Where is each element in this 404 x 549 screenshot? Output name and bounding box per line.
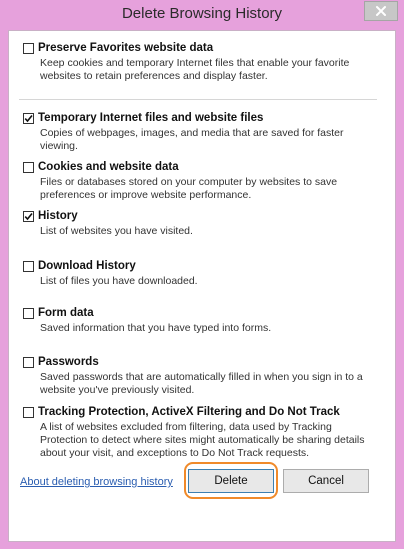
delete-button[interactable]: Delete (188, 469, 274, 493)
about-deleting-history-link[interactable]: About deleting browsing history (20, 476, 173, 488)
cookies-description: Files or databases stored on your computer by websites to save preferences or improve website performance. (40, 176, 338, 201)
option-cookies (23, 159, 387, 202)
history-label[interactable]: History (38, 210, 78, 222)
history-checkbox[interactable] (23, 211, 34, 222)
preserve-favorites-description: Keep cookies and temporary Internet files that enable your favorite websites to retain preferences and display faster. (40, 57, 350, 82)
close-button[interactable] (364, 1, 398, 21)
option-preserve-favorites (23, 40, 387, 83)
checkmark-icon (24, 212, 33, 221)
option-temporary-files (23, 110, 387, 153)
title-bar (0, 0, 404, 30)
options-panel (8, 30, 396, 542)
tracking-protection-checkbox[interactable] (23, 407, 34, 418)
download-history-description: List of files you have downloaded. (40, 275, 198, 287)
temporary-files-description: Copies of webpages, images, and media that are saved for faster viewing. (40, 127, 344, 152)
passwords-label[interactable]: Passwords (38, 356, 99, 368)
cancel-button[interactable]: Cancel (283, 469, 369, 493)
option-tracking-protection (23, 404, 387, 460)
passwords-checkbox[interactable] (23, 357, 34, 368)
history-description: List of websites you have visited. (40, 225, 193, 237)
tracking-protection-label[interactable]: Tracking Protection, ActiveX Filtering and Do Not Track (38, 406, 340, 418)
temporary-files-checkbox[interactable] (23, 113, 34, 124)
checkmark-icon (24, 114, 33, 123)
passwords-description: Saved passwords that are automatically filled in when you sign in to a website you've previously visited. (40, 371, 363, 396)
close-icon (375, 5, 387, 17)
tracking-protection-description: A list of websites excluded from filtering, data used by Tracking Protection to detect where sites might automatically be sharing details about your visit, and exceptions to Do Not Track requests. (40, 421, 365, 459)
preserve-favorites-checkbox[interactable] (23, 43, 34, 54)
form-data-description: Saved information that you have typed into forms. (40, 322, 272, 334)
option-history (23, 208, 387, 238)
temporary-files-label[interactable]: Temporary Internet files and website files (38, 112, 264, 124)
cookies-checkbox[interactable] (23, 162, 34, 173)
option-form-data (23, 305, 387, 335)
option-download-history (23, 258, 387, 288)
download-history-label[interactable]: Download History (38, 260, 136, 272)
cookies-label[interactable]: Cookies and website data (38, 161, 179, 173)
option-passwords (23, 354, 387, 397)
form-data-checkbox[interactable] (23, 308, 34, 319)
window-title: Delete Browsing History (121, 5, 283, 22)
form-data-label[interactable]: Form data (38, 307, 94, 319)
preserve-favorites-label[interactable]: Preserve Favorites website data (38, 42, 214, 54)
separator (19, 99, 377, 100)
download-history-checkbox[interactable] (23, 261, 34, 272)
